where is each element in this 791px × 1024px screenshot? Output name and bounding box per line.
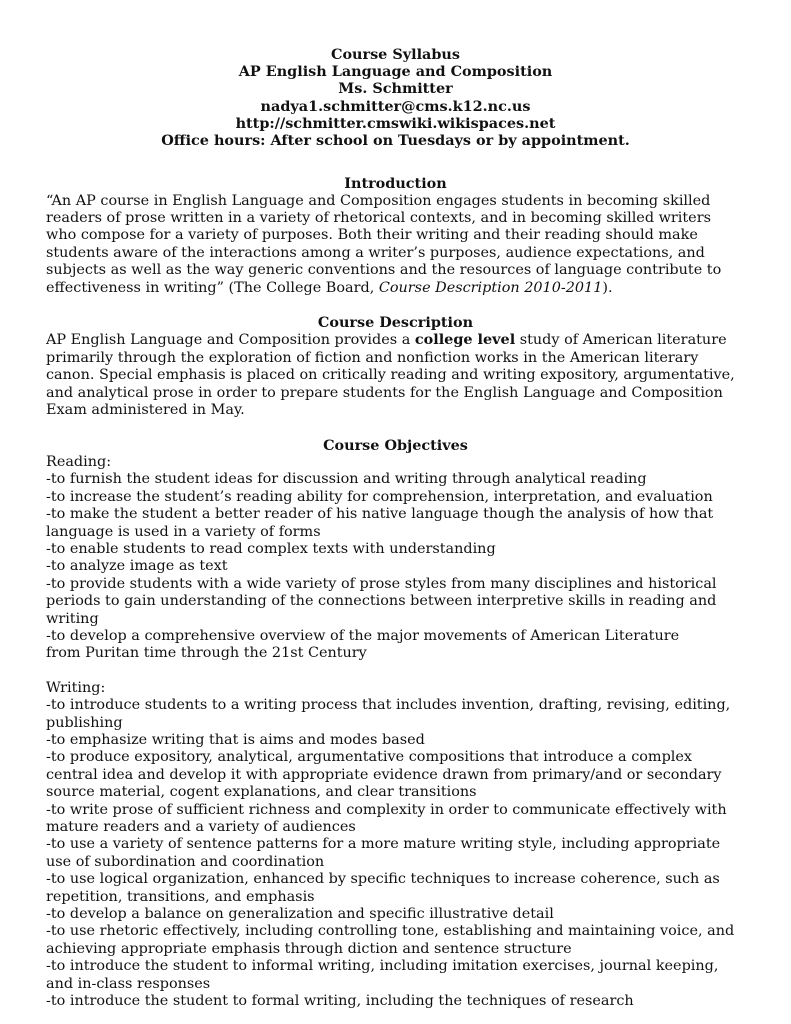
reading-objective-item: -to increase the student’s reading ability for comprehension, interpretation, and evaluation	[46, 488, 713, 505]
reading-objective-item: -to enable students to read complex texts with understanding	[46, 540, 496, 557]
reading-objective-item: -to furnish the student ideas for discussion and writing through analytical reading	[46, 471, 647, 488]
introduction-quote: “An AP course in English Language and Composition engages students in becoming skilled readers of prose written in a variety of rhetorical contexts, and in becoming skilled writers who compose for a variety of purposes. Both their writing and their reading should make students aware of the interactions among a writer’s purposes, audience expectations, and subjects as well as the way generic conventions and the resources of language contribute to effectiveness in writing”	[46, 192, 722, 296]
reading-label: Reading:	[46, 453, 112, 470]
description-text-after: study of American literature primarily through the exploration of fiction and nonfiction works in the American literary canon. Special emphasis is placed on critically reading and writing expository, argumentative, and analytical prose in order to prepare students for the English Language and Composition Exam administered in May.	[46, 332, 735, 419]
writing-objective-item: -to emphasize writing that is aims and modes based	[46, 732, 425, 748]
reading-objective-item: -to provide students with a wide variety of prose styles from many disciplines and historical periods to gain understanding of the connections between interpretive skills in reading and writing	[46, 575, 717, 627]
writing-objective-item: -to write prose of sufficient richness and complexity in order to communicate effectively with mature readers and a variety of audiences	[46, 801, 727, 836]
description-emphasis: college level	[414, 331, 516, 349]
section-spacer	[46, 663, 745, 680]
reading-objective-item: from Puritan time through the 21st Century	[46, 645, 367, 662]
reading-objectives-list	[46, 471, 745, 662]
reading-objective-item: -to analyze image as text	[46, 558, 228, 575]
teacher-name: Ms. Schmitter	[338, 80, 453, 98]
document-title: Course Syllabus	[330, 46, 460, 63]
reading-objective-item: -to develop a comprehensive overview of the major movements of American Literature	[46, 627, 680, 644]
introduction-heading: Introduction	[344, 175, 447, 193]
reading-objective-item: -to make the student a better reader of his native language though the analysis of how that language is used in a variety of forms	[46, 506, 714, 540]
syllabus-header	[46, 46, 745, 149]
writing-label: Writing:	[46, 679, 106, 696]
teacher-email: nadya1.schmitter@cms.k12.nc.us	[260, 97, 531, 115]
writing-objective-item: -to introduce the student to informal writing, including imitation exercises, journal keeping, and in-class responses	[46, 958, 719, 992]
writing-objective-item: -to introduce students to a writing process that includes invention, drafting, revising, editing, publishing	[46, 697, 731, 731]
writing-objective-item: -to develop a balance on generalization and specific illustrative detail	[46, 906, 554, 923]
writing-objectives-list	[46, 697, 745, 1010]
course-website: http://schmitter.cmswiki.wikispaces.net	[235, 114, 556, 132]
course-name: AP English Language and Composition	[238, 63, 553, 81]
description-text-before: AP English Language and Composition provides a	[46, 332, 415, 349]
office-hours: Office hours: After school on Tuesdays or by appointment.	[161, 132, 630, 150]
writing-objective-item: -to produce expository, analytical, argumentative compositions that introduce a complex central idea and develop it with appropriate evidence drawn from primary/and or secondary source material, cogent explanations, and clear transitions	[46, 749, 722, 801]
writing-objective-item: -to introduce the student to formal writing, including the techniques of research	[46, 993, 634, 1010]
description-heading: Course Description	[317, 314, 474, 332]
writing-objective-item: -to use rhetoric effectively, including controlling tone, establishing and maintaining voice, and achieving appropriate emphasis through diction and sentence structure	[46, 923, 735, 957]
objectives-heading: Course Objectives	[323, 436, 468, 454]
description-paragraph	[46, 331, 745, 419]
citation-prefix: (The College Board,	[223, 279, 379, 296]
writing-objective-item: -to use a variety of sentence patterns for a more mature writing style, including appropriate use of subordination and coordination	[46, 836, 721, 870]
citation-title: Course Description 2010-2011	[378, 279, 603, 296]
citation-suffix: ).	[602, 279, 613, 296]
introduction-paragraph	[46, 193, 745, 297]
writing-objective-item: -to use logical organization, enhanced by specific techniques to increase coherence, such as repetition, transitions, and emphasis	[46, 871, 720, 905]
